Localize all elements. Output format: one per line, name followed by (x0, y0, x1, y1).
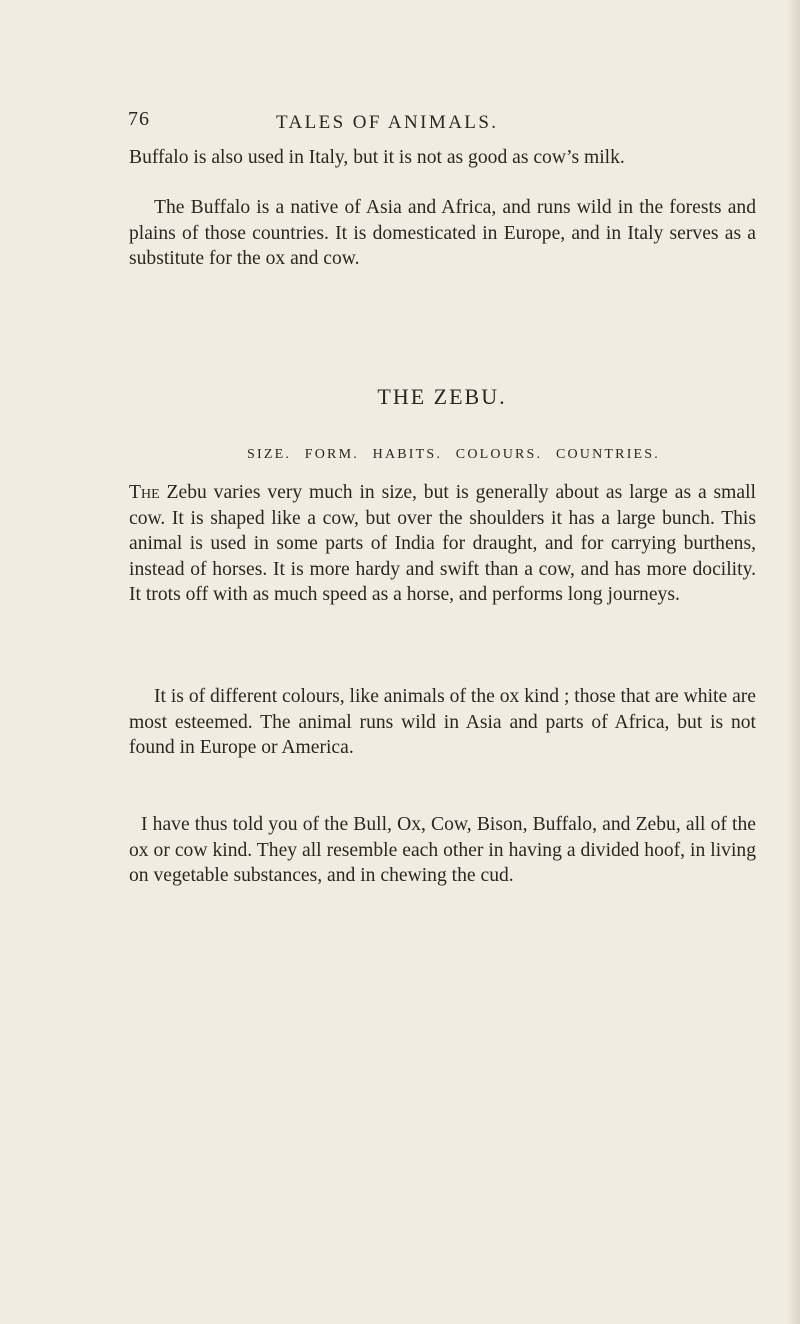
page-edge-shadow (786, 0, 800, 1324)
paragraph-zebu-colours (129, 684, 756, 761)
paragraph-buffalo-native (129, 195, 756, 272)
section-subheadings: SIZE. FORM. HABITS. COLOURS. COUNTRIES. (247, 447, 660, 462)
page-number: 76 (128, 108, 150, 130)
paragraph-body: Zebu varies very much in size, but is generally about as large as a small cow. It is shaped like a cow, but over the shoulders it has a large bunch. This animal is used in some parts of India for draught, and for carrying burthens, instead of horses. It is more hardy and swift than a cow, and has more docility. It trots off with as much speed as a horse, and performs long journeys. (129, 482, 756, 605)
running-head-title: TALES OF ANIMALS. (276, 112, 499, 133)
paragraph-text: The Buffalo is a native of Asia and Africa, and runs wild in the forests and plains of those countries. It is domesticated in Europe, and in Italy serves as a substitute for the ox and cow. (129, 197, 756, 269)
section-title: THE ZEBU. (377, 384, 507, 409)
paragraph-text (129, 480, 756, 608)
paragraph-zebu-description (129, 480, 756, 608)
paragraph-text: It is of different colours, like animals of the ox kind ; those that are white are most esteemed. The animal runs wild in Asia and parts of Africa, but is not found in Europe or America. (129, 686, 756, 758)
paragraph-text: I have thus told you of the Bull, Ox, Cow, Bison, Buffalo, and Zebu, all of the ox or cow kind. They all resemble each other in having a divided hoof, in living on vegetable substances, and in chewing the cud. (129, 814, 756, 886)
running-head (128, 108, 778, 134)
paragraph-summary (129, 812, 756, 889)
paragraph-text: Buffalo is also used in Italy, but it is not as good as cow’s milk. (129, 147, 625, 168)
paragraph-lead-word: The (129, 482, 160, 503)
paragraph-buffalo-milk (129, 145, 756, 171)
